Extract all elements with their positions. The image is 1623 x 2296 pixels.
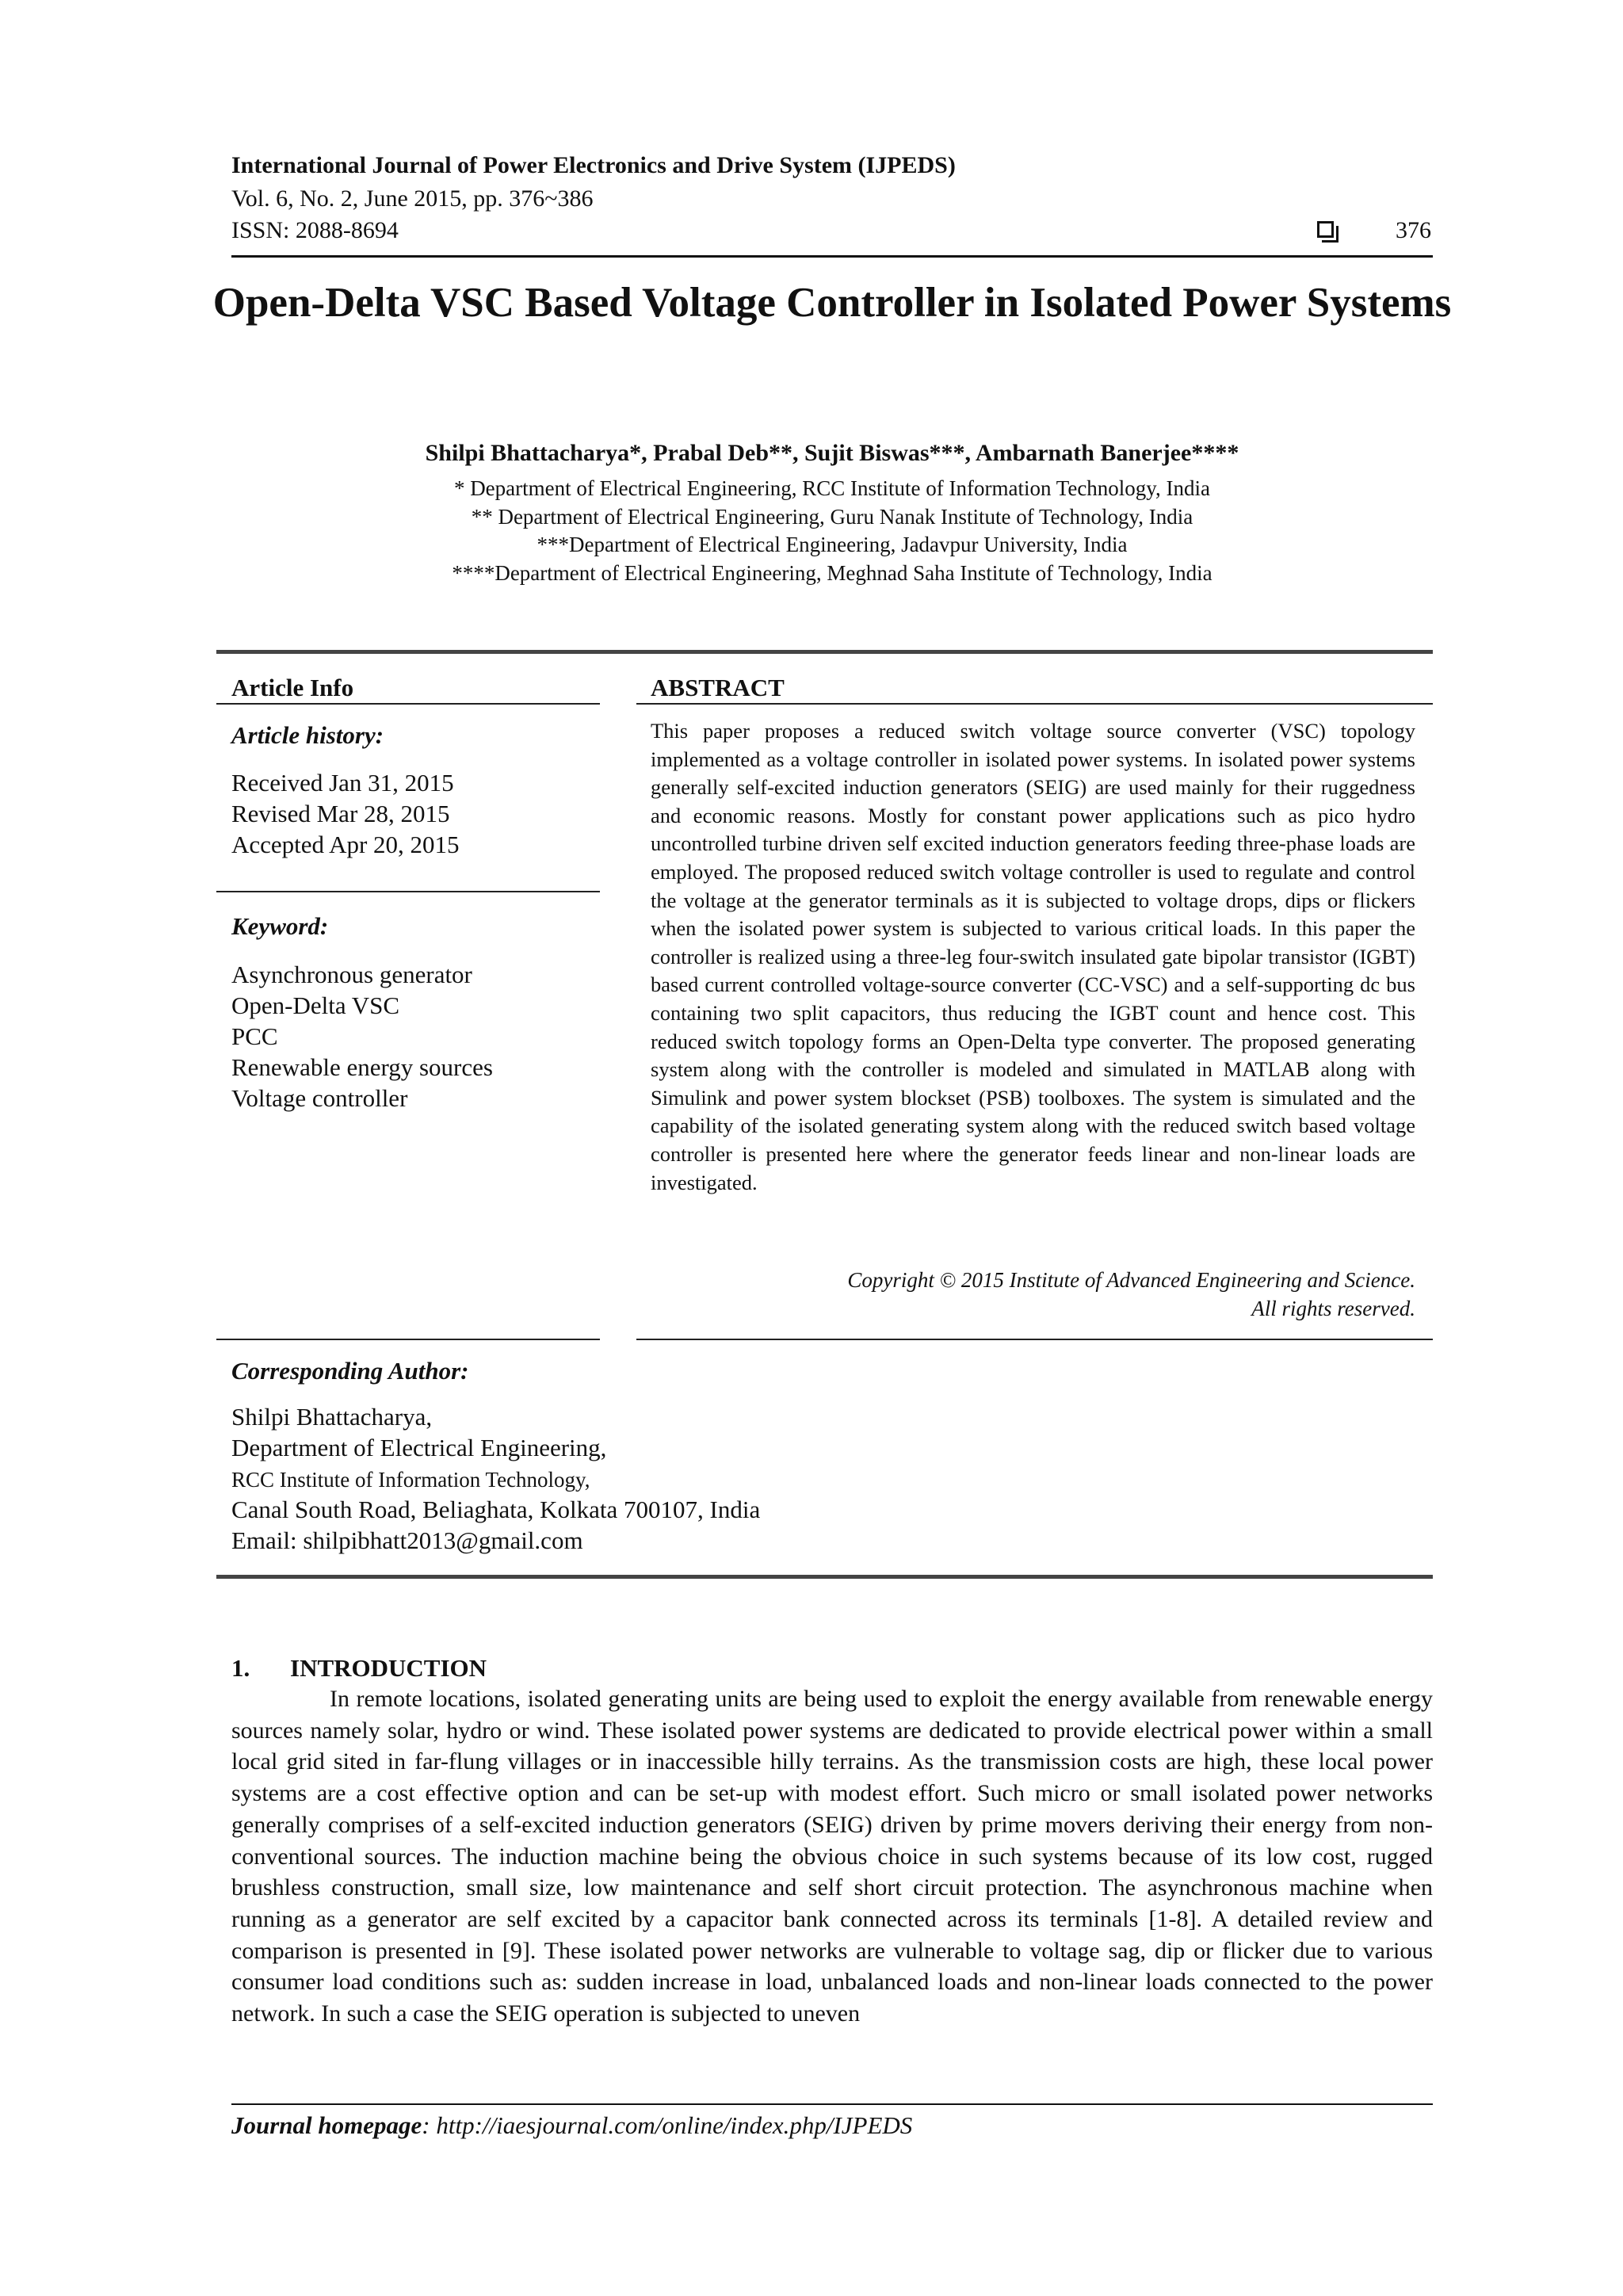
info-box-bottom-rule <box>216 1575 1433 1579</box>
author-institute: RCC Institute of Information Technology, <box>231 1468 590 1492</box>
page-number: 376 <box>1396 217 1431 243</box>
author-address: Canal South Road, Beliaghata, Kolkata 700107, India <box>231 1496 761 1523</box>
abstract-text <box>651 717 1415 1197</box>
affiliation: ***Department of Electrical Engineering, Jadavpur University, India <box>537 533 1128 556</box>
author-name: Shilpi Bhattacharya, <box>231 1403 433 1431</box>
history-received: Received Jan 31, 2015 <box>231 769 454 797</box>
header-divider <box>231 255 1433 258</box>
homepage-url[interactable]: : http://iaesjournal.com/online/index.php/IJPEDS <box>422 2111 913 2139</box>
article-info-heading: Article Info <box>231 674 354 701</box>
section-title: INTRODUCTION <box>290 1654 487 1682</box>
abstract-rule <box>636 703 1433 705</box>
history-revised: Revised Mar 28, 2015 <box>231 800 450 827</box>
author-list: Shilpi Bhattacharya*, Prabal Deb**, Sujit Biswas***, Ambarnath Banerjee**** <box>425 440 1239 466</box>
journal-homepage <box>231 2111 912 2140</box>
keyword-item: Voltage controller <box>231 1084 408 1112</box>
section-number: 1. <box>231 1654 250 1682</box>
introduction-paragraph: In remote locations, isolated generating units are being used to exploit the energy available from renewable energy sources namely solar, hydro or wind. These isolated power systems are dedicated to provide electrical power within a small local grid sited in far-flung villages or in inaccessible hilly terrains. As the transmission costs are high, these local power systems are a cost effective option and can be set-up with modest effort. Such micro or small isolated power networks generally comprises of a self-excited induction generators (SEIG) driven by prime movers deriving their energy from non-conventional sources. The induction machine being the obvious choice in such systems because of its low cost, rugged brushless construction, small size, low maintenance and self short circuit protection. The asynchronous machine when running as a generator are self excited by a capacitor bank connected across its terminals [1-8]. A detailed review and comparison is presented in [9]. These isolated power networks are vulnerable to voltage sag, dip or flicker due to various consumer load conditions such as: sudden increase in load, unbalanced loads and non-linear loads connected to the power network. In such a case the SEIG operation is subjected to uneven <box>231 1686 1433 2027</box>
article-info-rule <box>216 703 600 705</box>
author-department: Department of Electrical Engineering, <box>231 1434 607 1461</box>
homepage-label: Journal homepage <box>231 2111 422 2139</box>
affiliation: ****Department of Electrical Engineering, Meghnad Saha Institute of Technology, India <box>452 561 1212 585</box>
corresponding-author-heading: Corresponding Author: <box>231 1357 469 1385</box>
journal-issn: ISSN: 2088-8694 <box>231 217 399 243</box>
keyword-item: Open-Delta VSC <box>231 991 400 1019</box>
rights-line: All rights reserved. <box>1251 1297 1415 1320</box>
copyright-line: Copyright © 2015 Institute of Advanced Engineering and Science. <box>847 1268 1415 1292</box>
section-heading <box>231 1654 487 1683</box>
affiliation: ** Department of Electrical Engineering, Guru Nanak Institute of Technology, India <box>471 505 1193 529</box>
paper-title: Open-Delta VSC Based Voltage Controller in Isolated Power Systems <box>212 280 1452 326</box>
article-history-heading: Article history: <box>231 721 384 749</box>
author-email: Email: shilpibhatt2013@gmail.com <box>231 1526 583 1554</box>
history-accepted: Accepted Apr 20, 2015 <box>231 831 460 858</box>
keyword-item: Asynchronous generator <box>231 961 472 988</box>
abstract-paragraph: This paper proposes a reduced switch voltage source converter (VSC) topology implemented as a voltage controller in isolated power systems. In isolated power systems generally self-excited induction generators (SEIG) are used mainly for their ruggedness and economic reasons. Mostly for constant power applications such as pico hydro uncontrolled turbine driven self excited induction generators feeding three-phase loads are employed. The proposed reduced switch voltage controller is used to regulate and control the voltage at the generator terminals as it is subjected to voltage drops, dips or flickers when the isolated power system is subjected to various critical loads. In this paper the controller is realized using a three-leg four-switch insulated gate bipolar transistor (IGBT) based current controlled voltage-source converter (CC-VSC) and a self-supporting dc bus containing two split capacitors, thus reducing the IGBT count and hence cost. This reduced switch topology forms an Open-Delta type converter. The proposed generating system along with the controller is modeled and simulated in MATLAB along with Simulink and power system blockset (PSB) toolboxes. The system is simulated and the capability of the isolated generating system along with the reduced switch based voltage controller is presented here where the generator feeds linear and non-linear loads are investigated. <box>651 719 1415 1194</box>
keyword-divider <box>216 891 600 892</box>
keyword-item: Renewable energy sources <box>231 1053 493 1081</box>
abstract-heading: ABSTRACT <box>651 674 785 701</box>
info-box-top-rule <box>216 650 1433 654</box>
affiliation: * Department of Electrical Engineering, RCC Institute of Information Technology, India <box>453 476 1211 500</box>
keyword-item: PCC <box>231 1022 278 1050</box>
keyword-heading: Keyword: <box>231 912 329 940</box>
abstract-bottom-rule <box>636 1339 1433 1340</box>
article-info-bottom-rule <box>216 1339 600 1340</box>
checkbox-glyph-icon <box>1317 221 1334 238</box>
journal-name: International Journal of Power Electronics and Drive System (IJPEDS) <box>231 152 956 178</box>
footer-divider <box>231 2103 1433 2105</box>
journal-volume: Vol. 6, No. 2, June 2015, pp. 376~386 <box>231 185 594 212</box>
